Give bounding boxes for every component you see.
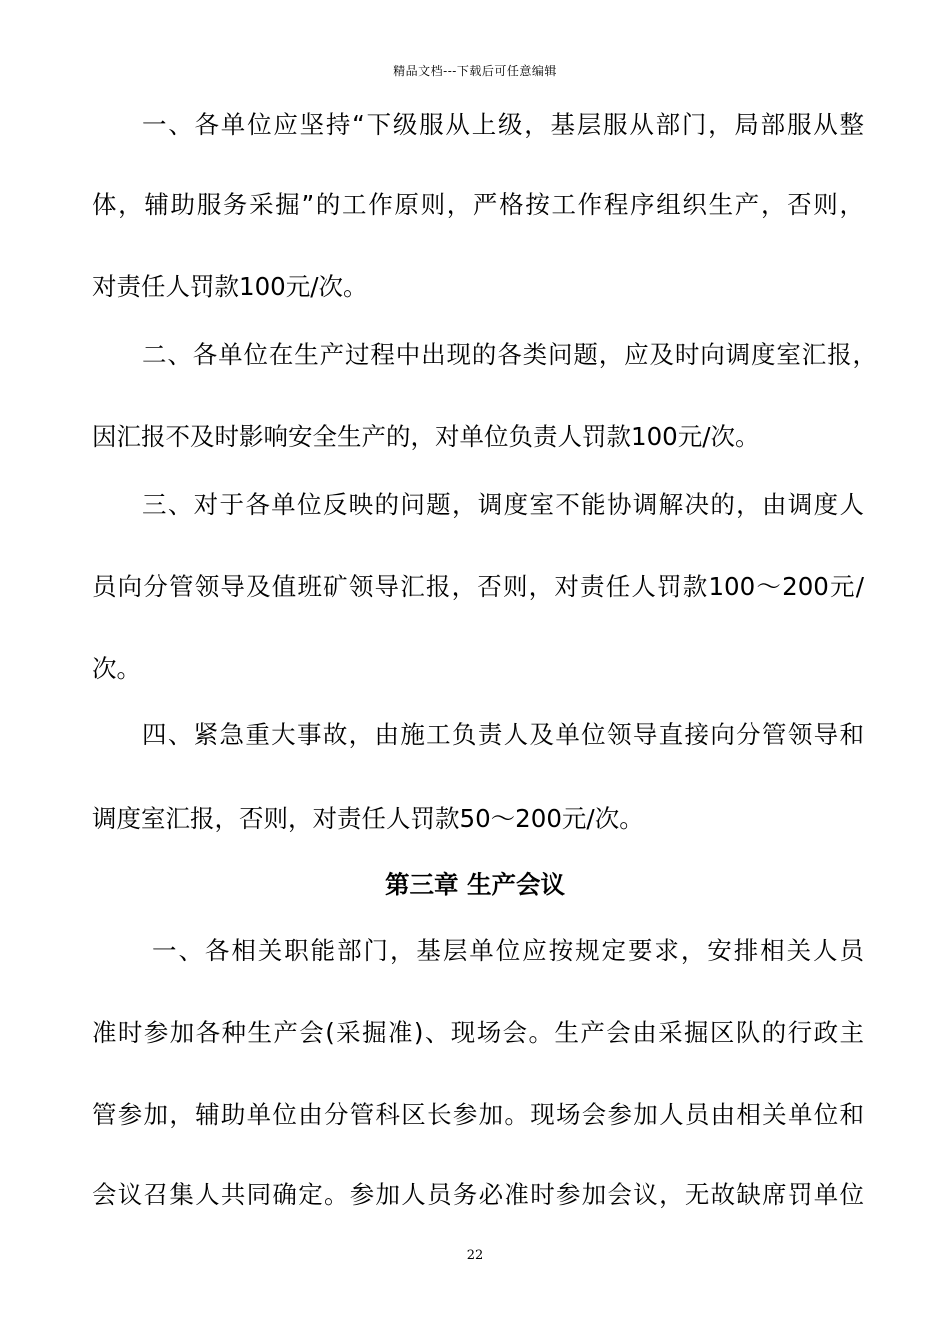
paragraph-5-line-3: 管参加，辅助单位由分管科区长参加。现场会参加人员由相关单位和 [92,1100,864,1129]
paragraph-1-line-1: 一、各单位应坚持“下级服从上级，基层服从部门，局部服从整 [142,110,864,139]
chapter-heading: 第三章 生产会议 [384,870,566,899]
paragraph-2-line-1: 二、各单位在生产过程中出现的各类问题，应及时向调度室汇报， [142,340,877,369]
page-header: 精品文档---下载后可任意编辑 [393,64,557,78]
paragraph-5-line-2: 准时参加各种生产会(采掘准)、现场会。生产会由采掘区队的行政主 [92,1018,864,1047]
paragraph-4-line-1: 四、紧急重大事故，由施工负责人及单位领导直接向分管领导和 [142,720,864,749]
paragraph-5-line-4: 会议召集人共同确定。参加人员务必准时参加会议，无故缺席罚单位 [92,1180,864,1209]
paragraph-1-line-2: 体，辅助服务采掘”的工作原则，严格按工作程序组织生产，否则， [92,190,864,219]
paragraph-4-line-2: 调度室汇报，否则，对责任人罚款50～200元/次。 [92,804,644,833]
paragraph-3-line-1: 三、对于各单位反映的问题，调度室不能协调解决的，由调度人 [142,490,864,519]
paragraph-2-line-2: 因汇报不及时影响安全生产的，对单位负责人罚款100元/次。 [92,422,760,451]
paragraph-3-line-2: 员向分管领导及值班矿领导汇报，否则，对责任人罚款100～200元/ [92,572,864,601]
paragraph-3-line-3: 次。 [92,654,141,683]
paragraph-1-line-3: 对责任人罚款100元/次。 [92,272,368,301]
paragraph-5-line-1: 一、各相关职能部门，基层单位应按规定要求，安排相关人员 [152,936,864,965]
page-number: 22 [466,1248,484,1263]
